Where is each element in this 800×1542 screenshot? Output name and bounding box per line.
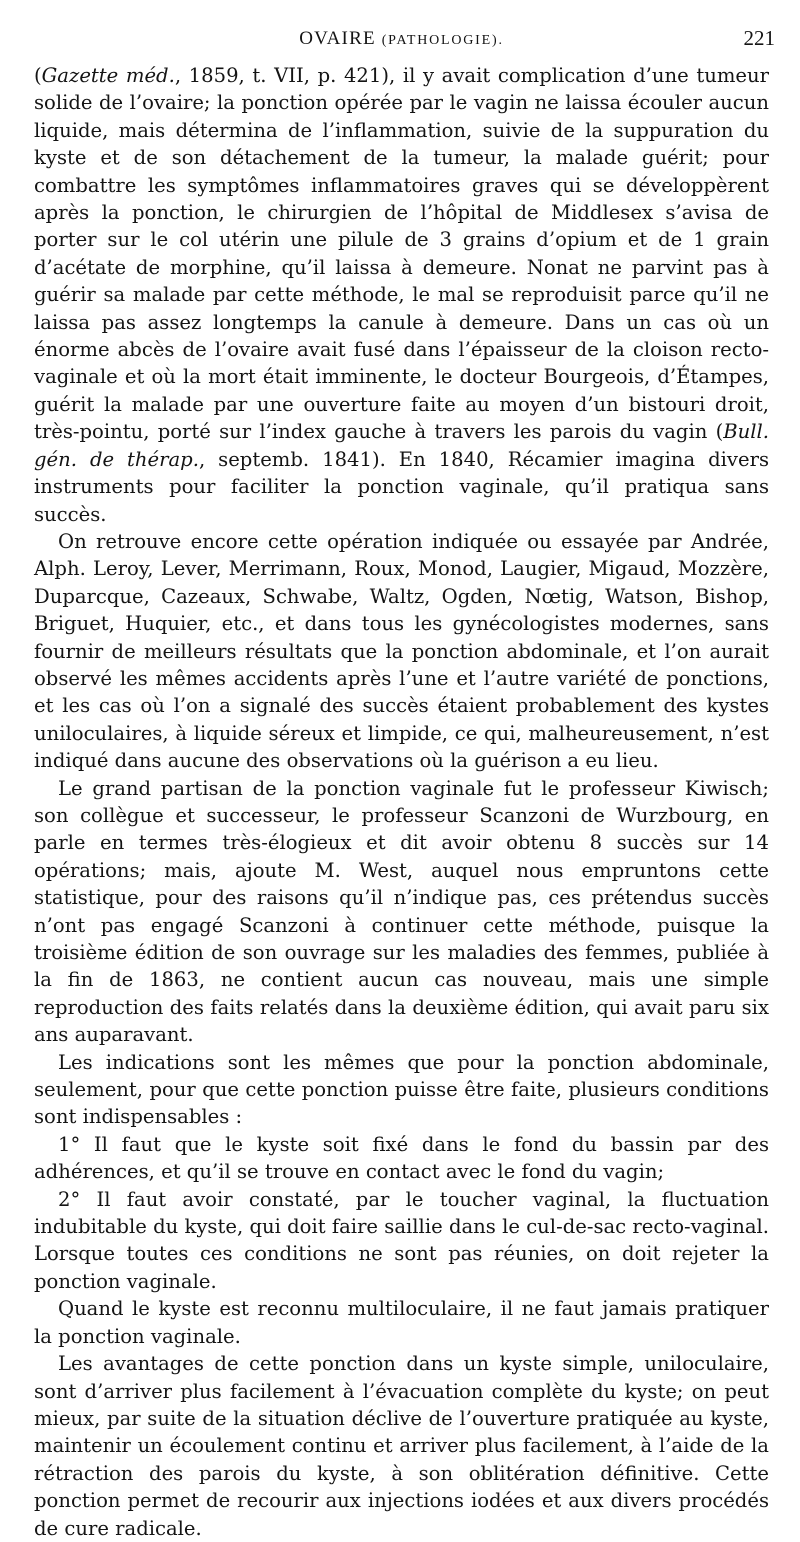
running-head-title: OVAIRE xyxy=(299,28,376,49)
paragraph-text: , 1859, t. VII, p. 421), il y avait complication d’une tumeur solide de l’ovaire; la ponction opérée par le vagin ne laissa écouler aucun liquide, mais détermina de l’inflammation, suivie de la suppuration du kyste et de son détachement de la tumeur, la malade guérit; pour combattre les symptômes inflammatoires graves qui se développèrent après la ponction, le chirurgien de l’hôpital de Middlesex s’avisa de porter sur le col utérin une pilule de 3 grains d’opium et de 1 grain d’acétate de morphine, qu’il laissa à demeure. Nonat ne parvint pas à guérir sa malade par cette méthode, le mal se reproduisit parce qu’il ne laissa pas assez longtemps la canule à demeure. Dans un cas où un énorme abcès de l’ovaire avait fusé dans l’épaisseur de la cloison recto-vaginale et où la mort était imminente, le docteur Bourgeois, d’Étampes, guérit la malade par une ouverture faite au moyen d’un bistouri droit, très-pointu, porté sur l’index gauche à travers les parois du vagin ( xyxy=(34,64,770,444)
running-head-subtitle: (PATHOLOGIE). xyxy=(381,33,504,48)
paragraph-text: ( xyxy=(34,64,42,87)
paragraph xyxy=(34,1131,769,1186)
paragraph xyxy=(34,62,769,528)
paragraph xyxy=(34,1186,769,1296)
paragraph xyxy=(34,1295,769,1350)
paragraph xyxy=(34,1049,769,1131)
italic-citation: Bull. gén. de thérap. xyxy=(34,420,769,471)
paragraph xyxy=(34,528,769,775)
paragraph xyxy=(34,1350,769,1542)
paragraph-text: , septemb. 1841). En 1840, Récamier imagina divers instruments pour faciliter la ponction vaginale, qu’il pratiqua sans succès. xyxy=(34,447,769,526)
paragraph-text: Le grand partisan de la ponction vaginale fut le professeur Kiwisch; son collègue et successeur, le professeur Scanzoni de Wurzbourg, en parle en termes très-élogieux et dit avoir obtenu 8 succès sur 14 opérations; mais, ajoute M. West, auquel nous empruntons cette statistique, pour des raisons qu’il n’indique pas, ces prétendus succès n’ont pas engagé Scanzoni à continuer cette méthode, puisque la troisième édition de son ouvrage sur les maladies des femmes, publiée à la fin de 1863, ne contient aucun cas nouveau, mais une simple reproduction des faits relatés dans la deuxième édition, qui avait paru six ans auparavant. xyxy=(34,776,769,1047)
paragraph-text: On retrouve encore cette opération indiquée ou essayée par Andrée, Alph. Leroy, Lever, Merrimann, Roux, Monod, Laugier, Migaud, Mozzère, Duparcque, Cazeaux, Schwabe, Waltz, Ogden, Nœtig, Watson, Bishop, Briguet, Huquier, etc., et dans tous les gynécologistes modernes, sans fournir de meilleurs résultats que la ponction abdominale, et l’on aurait observé les mêmes accidents après l’une et l’autre variété de ponctions, et les cas où l’on a signalé des succès étaient probablement des kystes uniloculaires, à liquide séreux et limpide, ce qui, malheureusement, n’est indiqué dans aucune des observations où la guérison a eu lieu. xyxy=(34,529,769,773)
running-head xyxy=(34,28,769,50)
paragraph-text: Quand le kyste est reconnu multiloculaire, il ne faut jamais pratiquer la ponction vaginale. xyxy=(34,1297,769,1348)
paragraph-text: 2° Il faut avoir constaté, par le toucher vaginal, la fluctuation indubitable du kyste, qui doit faire saillie dans le cul-de-sac recto-vaginal. Lorsque toutes ces conditions ne sont pas réunies, on doit rejeter la ponction vaginale. xyxy=(34,1187,769,1293)
paragraph-text: 1° Il faut que le kyste soit fixé dans le fond du bassin par des adhérences, et qu’il se trouve en contact avec le fond du vagin; xyxy=(34,1132,769,1184)
page-header xyxy=(34,20,775,54)
page-number: 221 xyxy=(743,26,775,50)
book-page xyxy=(34,20,775,1542)
paragraph xyxy=(34,775,769,1049)
body-text xyxy=(34,62,769,1542)
italic-citation: Gazette méd. xyxy=(41,64,175,87)
paragraph-text: Les indications sont les mêmes que pour la ponction abdominale, seulement, pour que cette ponction puisse être faite, plusieurs conditions sont indispensables : xyxy=(34,1050,769,1129)
paragraph-text: Les avantages de cette ponction dans un kyste simple, uniloculaire, sont d’arriver plus facilement à l’évacuation complète du kyste; on peut mieux, par suite de la situation déclive de l’ouverture pratiquée au kyste, maintenir un écoulement continu et arriver plus facilement, à l’aide de la rétraction des parois du kyste, à son oblitération définitive. Cette ponction permet de recourir aux injections iodées et aux divers procédés de cure radicale. xyxy=(34,1352,769,1540)
